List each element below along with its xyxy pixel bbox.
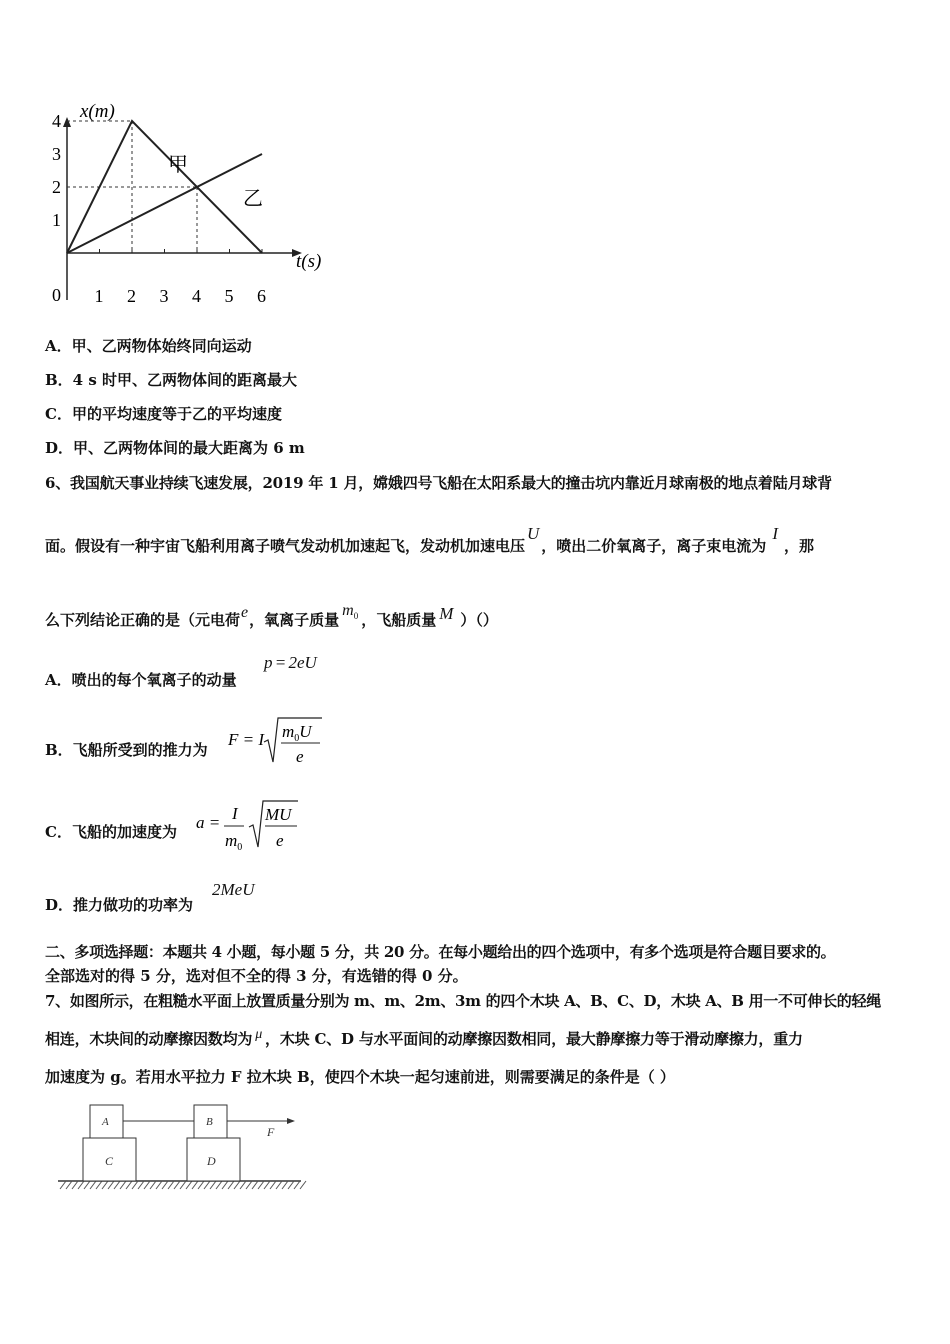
label-yi: 乙 [243,188,263,210]
hatch-mark [264,1181,270,1189]
q6-line-2a: 面。假设有一种宇宙飞船利用离子喷气发动机加速起飞，发动机加速电压 [45,537,526,555]
section-2-line-2: 全部选对的得 5 分，选对但不全的得 3 分，有选错的得 0 分。 [45,967,468,985]
hatch-mark [240,1181,246,1189]
block-b-label: B [206,1116,213,1128]
hatch-mark [228,1181,234,1189]
hatch-mark [132,1181,138,1189]
svg-text:MU: MU [265,805,292,824]
blocks-diagram [55,1100,315,1195]
y-tick-label: 4 [52,111,61,131]
symbol-m0: $m_0$ [342,602,359,622]
q5-option-c: C．甲的平均速度等于乙的平均速度 [45,405,282,423]
hatch-mark [300,1181,306,1189]
hatch-mark [78,1181,84,1189]
series-yi-line [67,154,262,253]
q6-option-d: D．推力做功的功率为 [45,896,194,914]
q6-option-a-formula: p = 2eU [264,653,317,672]
hatch-mark [192,1181,198,1189]
y-tick-label: 1 [52,210,61,230]
q5-option-a: A．甲、乙两物体始终同向运动 [45,337,252,355]
q6-line-2c: ，那 [783,537,814,555]
section-2-line-1: 二、多项选择题：本题共 4 小题，每小题 5 分，共 20 分。在每小题给出的四个选项中，有多个选项是符合题目要求的。 [45,943,836,961]
y-axis-arrow [63,117,71,127]
symbol-M: M [439,604,454,623]
label-jia: 甲 [168,154,188,176]
hatch-mark [138,1181,144,1189]
q5-option-d: D．甲、乙两物体间的最大距离为 6 m [45,439,305,457]
q6-option-c: C．飞船的加速度为 [45,823,177,841]
q6-option-b-formula [226,712,336,772]
q7-line-3: 加速度为 g。若用水平拉力 F 拉木块 B，使四个木块一起匀速前进，则需要满足的条件是（ ） [45,1068,675,1086]
q7-line-1: 7、如图所示，在粗糙水平面上放置质量分别为 m、m、2m、3m 的四个木块 A、B、C、D，木块 A、B 用一不可伸长的轻绳 [45,992,881,1010]
q6-line-2b: ，喷出二价氧离子，离子束电流为 [541,537,767,555]
svg-text:I: I [232,804,238,823]
hatch-mark [120,1181,126,1189]
y-tick-label: 3 [52,144,61,164]
hatch-mark [96,1181,102,1189]
symbol-mu: μ [255,1027,263,1042]
y-tick-label: 2 [52,177,61,197]
hatch-mark [108,1181,114,1189]
hatch-mark [234,1181,240,1189]
hatch-mark [258,1181,264,1189]
block-c-label: C [105,1154,114,1168]
hatch-mark [198,1181,204,1189]
x-tick-label: 6 [257,286,266,306]
x-tick-label: 5 [224,286,234,306]
hatch-mark [288,1181,294,1189]
hatch-mark [102,1181,108,1189]
symbol-I: I [772,524,778,543]
q6-line-1: 6、我国航天事业持续飞速发展，2019 年 1 月，嫦娥四号飞船在太阳系最大的撞击坑内靠近月球南极的地点着陆月球背 [45,474,832,492]
ground-hatch [60,1181,306,1189]
hatch-mark [204,1181,210,1189]
svg-text:F = I: F = I [228,730,265,749]
hatch-mark [270,1181,276,1189]
hatch-mark [294,1181,300,1189]
force-arrowhead [287,1118,295,1124]
hatch-mark [150,1181,156,1189]
x-axis-label: t(s) [296,251,322,272]
hatch-mark [216,1181,222,1189]
q6-line-3b: ，氧离子质量 [249,611,340,629]
hatch-mark [144,1181,150,1189]
hatch-mark [186,1181,192,1189]
y-axis-label: x(m) [80,101,115,122]
x-tick-label: 3 [159,286,169,306]
hatch-mark [60,1181,66,1189]
svg-text:m0U: $m_0U$ [282,722,312,744]
x-tick-label: 4 [192,286,201,306]
q6-line-3 [45,602,498,636]
q6-option-c-formula [194,795,314,857]
q7-line-2 [45,1029,803,1051]
q6-line-3d: ）（） [460,611,498,629]
hatch-mark [84,1181,90,1189]
hatch-mark [210,1181,216,1189]
block-d-label: D [207,1154,216,1168]
hatch-mark [174,1181,180,1189]
hatch-mark [156,1181,162,1189]
hatch-mark [282,1181,288,1189]
q6-line-3c: ，飞船质量 [361,611,437,629]
hatch-mark [222,1181,228,1189]
svg-text:e: e [276,831,284,850]
svg-text:a =: a = [196,813,221,832]
xt-graph [40,95,340,315]
q6-line-2 [45,524,814,556]
symbol-e: e [241,604,249,621]
q7-line-2b: ，木块 C、D 与水平面间的动摩擦因数相同，最大静摩擦力等于滑动摩擦力，重力 [265,1030,803,1048]
x-tick-label: 2 [127,286,136,306]
symbol-U: U [527,524,540,543]
q6-option-a: A．喷出的每个氧离子的动量 [45,671,237,689]
svg-text:m0: $m_0$ [225,831,243,853]
hatch-mark [252,1181,258,1189]
q5-option-b: B．4 s 时甲、乙两物体间的距离最大 [45,371,298,389]
q6-option-d-formula: 2MeU [212,880,255,899]
hatch-mark [276,1181,282,1189]
hatch-mark [72,1181,78,1189]
hatch-mark [66,1181,72,1189]
force-label: F [267,1125,275,1139]
q6-line-3a: 么下列结论正确的是（元电荷 [45,611,241,629]
hatch-mark [114,1181,120,1189]
hatch-mark [168,1181,174,1189]
origin-label: 0 [52,285,61,305]
q7-line-2a: 相连，木块间的动摩擦因数均为 [45,1030,253,1048]
x-tick-label: 1 [94,286,104,306]
q6-option-b: B．飞船所受到的推力为 [45,741,208,759]
hatch-mark [126,1181,132,1189]
hatch-mark [180,1181,186,1189]
hatch-mark [162,1181,168,1189]
hatch-mark [246,1181,252,1189]
svg-text:e: e [296,747,304,766]
block-a-label: A [102,1116,109,1128]
hatch-mark [90,1181,96,1189]
